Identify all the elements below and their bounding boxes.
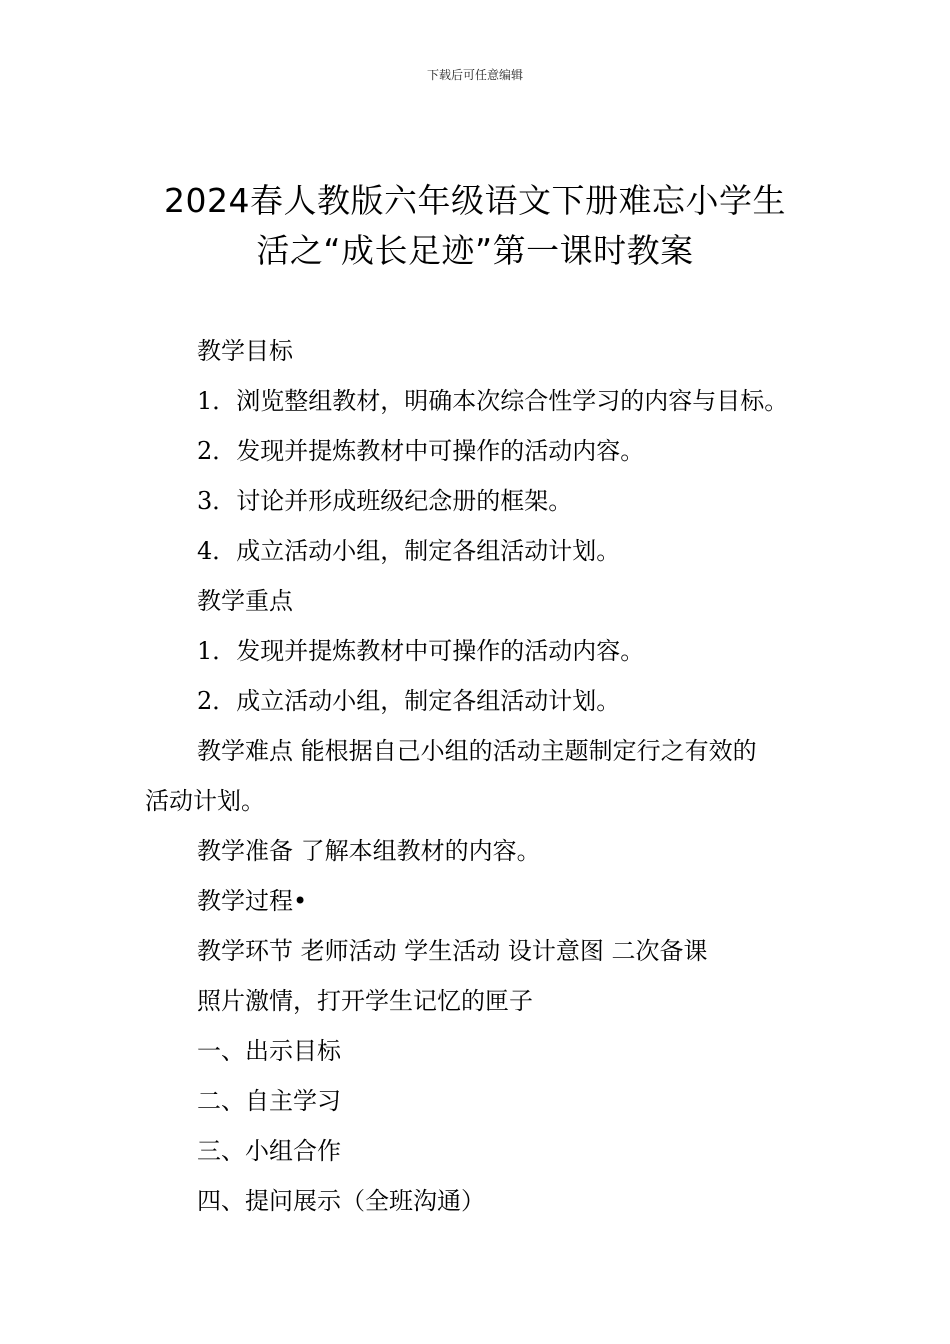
preparation: 教学准备 了解本组教材的内容。 xyxy=(197,837,541,865)
goal-item-4: 4．成立活动小组，制定各组活动计划。 xyxy=(197,537,621,565)
key-item-1: 1．发现并提炼教材中可操作的活动内容。 xyxy=(197,637,645,665)
key-heading: 教学重点 xyxy=(197,587,293,615)
goals-heading: 教学目标 xyxy=(197,337,293,365)
document-title xyxy=(140,176,810,276)
intro-line: 照片激情，打开学生记忆的匣子 xyxy=(197,987,533,1015)
process-heading: 教学过程• xyxy=(197,887,308,915)
difficulty-line-1: 教学难点 能根据自己小组的活动主题制定行之有效的 xyxy=(197,737,757,765)
title-line-2: 活之“成长足迹”第一课时教案 xyxy=(256,231,694,270)
difficulty-line-2: 活动计划。 xyxy=(145,787,265,815)
title-line-1: 2024春人教版六年级语文下册难忘小学生 xyxy=(164,181,786,220)
key-item-2: 2．成立活动小组，制定各组活动计划。 xyxy=(197,687,621,715)
document-body xyxy=(145,326,815,1226)
goal-item-3: 3．讨论并形成班级纪念册的框架。 xyxy=(197,487,573,515)
step-1: 一、出示目标 xyxy=(197,1037,341,1065)
step-2: 二、自主学习 xyxy=(197,1087,341,1115)
step-3: 三、小组合作 xyxy=(197,1137,341,1165)
header-note: 下载后可任意编辑 xyxy=(426,68,523,82)
process-columns: 教学环节 老师活动 学生活动 设计意图 二次备课 xyxy=(197,937,708,965)
goal-item-2: 2．发现并提炼教材中可操作的活动内容。 xyxy=(197,437,645,465)
step-4: 四、提问展示（全班沟通） xyxy=(197,1187,485,1215)
goal-item-1: 1．浏览整组教材，明确本次综合性学习的内容与目标。 xyxy=(197,387,789,415)
